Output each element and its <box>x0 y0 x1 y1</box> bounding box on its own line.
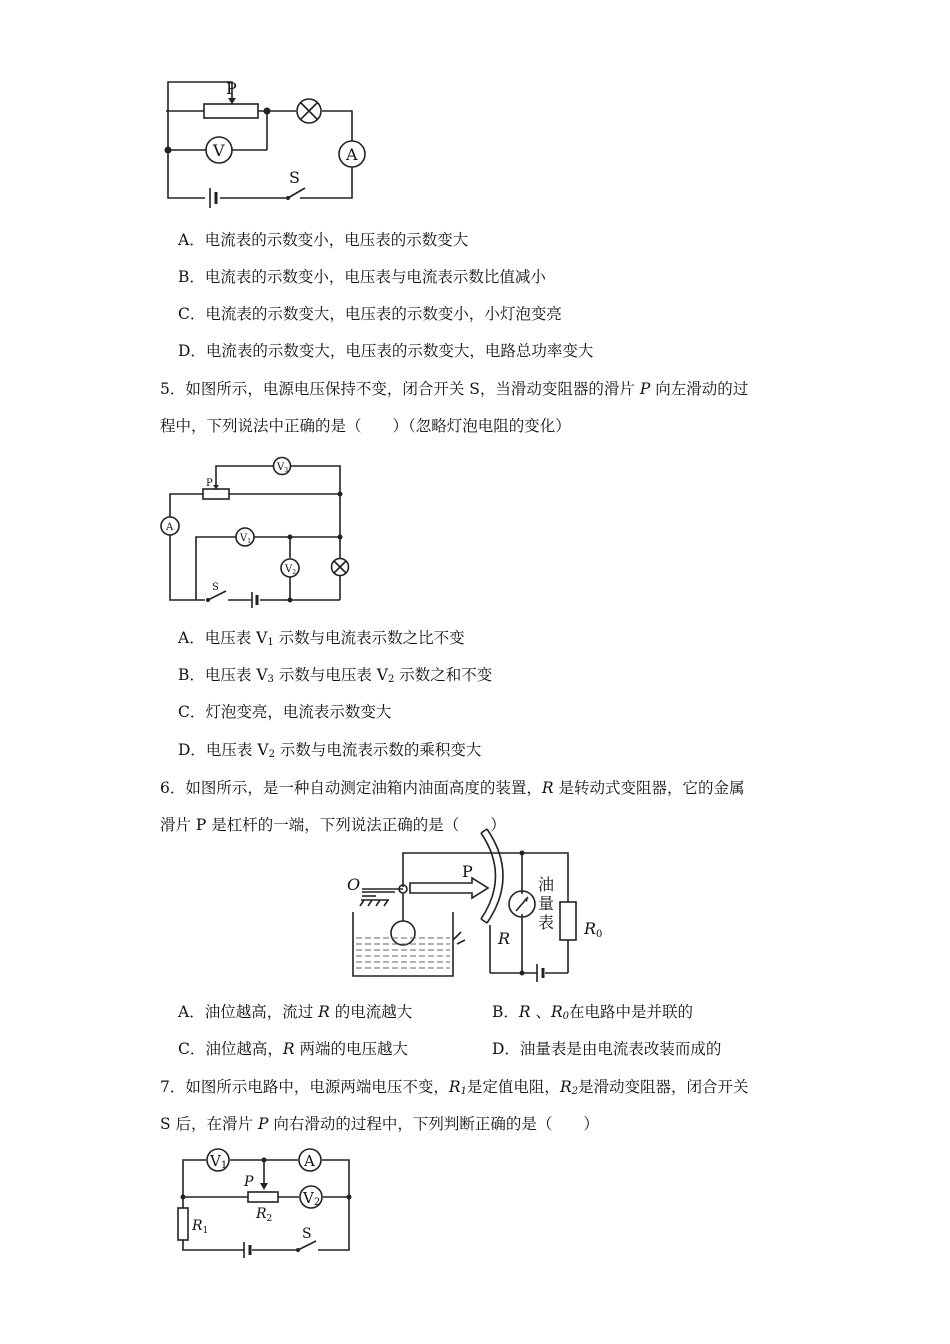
q7-stem-line1: 7．如图所示电路中，电源两端电压不变，$R_1$是定值电阻，$R_2$是滑动变阻器，闭合开关 <box>160 1078 749 1097</box>
fig4-label-a: A <box>346 145 358 164</box>
q6-option-b[interactable]: B．R 、$R_0$在电路中是并联的 <box>492 1003 694 1022</box>
fig6-label-r0: R0 <box>584 919 603 940</box>
fig6-label-p: P <box>462 862 473 881</box>
fig7-label-p: P <box>244 1174 254 1190</box>
fig6-label-r: R <box>498 929 511 948</box>
fig4-label-v: V <box>213 141 225 160</box>
fig4-label-s: S <box>289 168 300 187</box>
fig6-meter-char1: 油 <box>538 875 555 894</box>
fig7-label-r2: $R_2$ <box>256 1206 273 1224</box>
q7-stem-line2: S 后，在滑片 P 向右滑动的过程中，下列判断正确的是（ ） <box>160 1115 599 1133</box>
fig5-label-p: P <box>206 478 213 489</box>
fig7-label-v2: V2 <box>303 1189 321 1208</box>
q5-option-b[interactable]: B．电压表 $V_3$ 示数与电压表 $V_2$ 示数之和不变 <box>178 666 493 685</box>
fig5-label-a: A <box>166 522 174 533</box>
fig5-label-v1: $V_1$ <box>240 533 252 545</box>
q4-option-c[interactable]: C．电流表的示数变大，电压表的示数变小，小灯泡变亮 <box>178 305 562 323</box>
fig6-label-o: O <box>347 875 361 894</box>
fig5-label-v2: $V_2$ <box>285 564 297 576</box>
q5-option-a[interactable]: A．电压表 $V_1$ 示数与电流表示数之比不变 <box>178 629 465 648</box>
q5-option-d[interactable]: D．电压表 $V_2$ 示数与电流表示数的乘积变大 <box>178 741 482 760</box>
q5-stem-line1: 5．如图所示，电源电压保持不变，闭合开关 S，当滑动变阻器的滑片 P 向左滑动的过 <box>160 380 749 398</box>
fig7-label-v1: V1 <box>210 1152 228 1171</box>
q5-stem-line2: 程中，下列说法中正确的是（ ）（忽略灯泡电阻的变化） <box>160 417 571 435</box>
fig5-label-s: S <box>212 582 219 593</box>
q4-option-a[interactable]: A．电流表的示数变小，电压表的示数变大 <box>178 231 469 249</box>
fig4-label-p: P <box>226 79 237 98</box>
q4-option-b[interactable]: B．电流表的示数变小，电压表与电流表示数比值减小 <box>178 268 546 286</box>
q5-option-c[interactable]: C．灯泡变亮，电流表示数变大 <box>178 703 392 721</box>
circuit-7-wires <box>178 1149 352 1258</box>
q6-option-c[interactable]: C．油位越高，R 两端的电压越大 <box>178 1040 408 1058</box>
q4-option-d[interactable]: D．电流表的示数变大，电压表的示数变大，电路总功率变大 <box>178 342 594 360</box>
fig7-label-s: S <box>302 1226 312 1242</box>
fig6-meter-char2: 量 <box>538 894 555 913</box>
q6-option-d[interactable]: D．油量表是由电流表改装而成的 <box>492 1040 722 1058</box>
fig7-label-a: A <box>304 1152 315 1170</box>
fig6-meter-char3: 表 <box>538 913 555 932</box>
q6-stem-line1: 6．如图所示，是一种自动测定油箱内油面高度的装置，R 是转动式变阻器，它的金属 <box>160 779 745 797</box>
q6-stem-line2: 滑片 P 是杠杆的一端，下列说法正确的是（ ） <box>160 816 506 834</box>
fig5-label-v3: $V_3$ <box>277 462 289 474</box>
fig7-label-r1: $R_1$ <box>192 1218 209 1236</box>
q6-option-a[interactable]: A．油位越高，流过 R 的电流越大 <box>178 1003 413 1021</box>
